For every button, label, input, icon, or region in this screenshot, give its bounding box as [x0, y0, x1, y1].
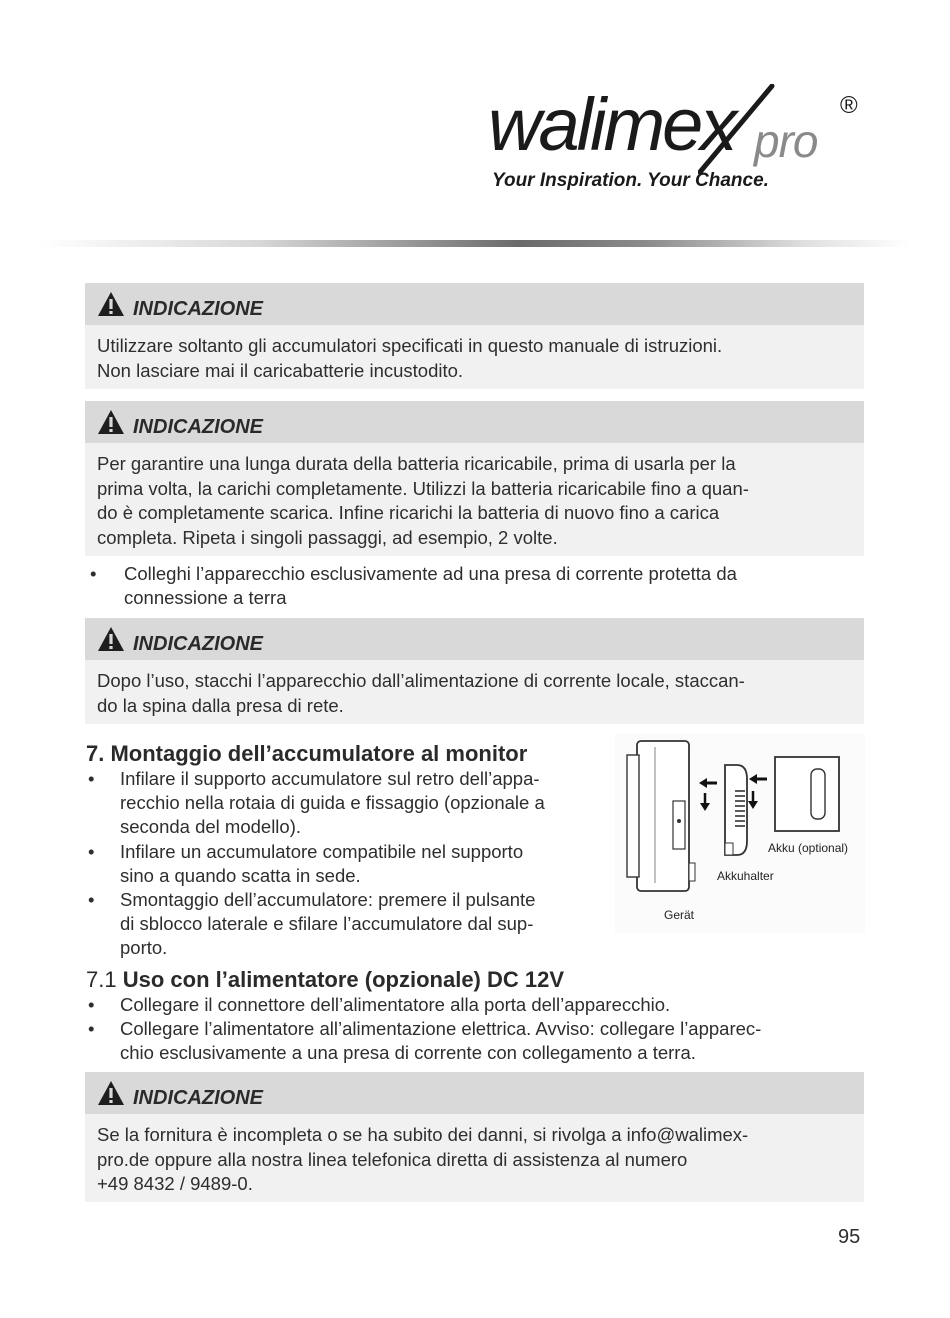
list-item-text [120, 1017, 761, 1065]
note-header [85, 1072, 864, 1114]
battery-holder-illustration [725, 765, 747, 855]
note-line: Se la fornitura è incompleta o se ha subito dei danni, si rivolga a info@walimex- [97, 1124, 749, 1145]
bullet-dot: • [88, 994, 95, 1015]
note-line: Per garantire una lunga durata della batteria ricaricabile, prima di usarla per la [97, 453, 736, 474]
note-line: prima volta, la carichi completamente. Utilizzi la batteria ricaricabile fino a quan- [97, 477, 749, 499]
list-item-line: chio esclusivamente a una presa di corrente con collegamento a terra. [120, 1042, 696, 1063]
list-item [88, 767, 608, 839]
warning-icon [97, 291, 125, 317]
warning-icon [97, 626, 125, 652]
bullet-dot: • [90, 563, 97, 584]
diagram-label-akkuhalter: Akkuhalter [717, 869, 774, 883]
bullet-dot: • [88, 1018, 95, 1039]
logo-wordmark: walimex [488, 83, 735, 166]
list-item [90, 562, 860, 612]
list-item-line: seconda del modello). [120, 816, 301, 837]
list-item-text [120, 840, 523, 888]
note-header [85, 283, 864, 325]
bullet-dot: • [88, 889, 95, 910]
warning-icon [97, 1080, 125, 1106]
note-header [85, 401, 864, 443]
list-item [88, 888, 608, 960]
note-title: INDICAZIONE [133, 632, 263, 655]
note-body [85, 1114, 864, 1202]
logo-pro: pro [754, 115, 818, 167]
device-illustration [627, 741, 695, 891]
note-line: pro.de oppure alla nostra linea telefonica diretta di assistenza al numero [97, 1148, 688, 1170]
page-number: 95 [838, 1226, 861, 1248]
note-line: Utilizzare soltanto gli accumulatori specificati in questo manuale di istruzioni. [97, 335, 723, 356]
note-title: INDICAZIONE [133, 1086, 263, 1109]
list-item-line: Collegare il connettore dell’alimentatore alla porta dell’apparecchio. [120, 994, 671, 1015]
list-item-line: recchio nella rotaia di guida e fissaggio (opzionale a [120, 792, 545, 813]
note-line: do è completamente scarica. Infine ricarichi la batteria di nuovo fino a carica [97, 502, 720, 523]
list-item-text [120, 993, 670, 1017]
list-item [88, 1017, 864, 1065]
section-number: 7.1 [86, 967, 117, 992]
list-item-line: connessione a terra [124, 587, 287, 608]
section-heading-text: Uso con l’alimentatore (opzionale) DC 12V [122, 967, 565, 992]
note-line: Dopo l’uso, stacchi l’apparecchio dall’alimentazione di corrente locale, staccan- [97, 670, 745, 691]
note-box [85, 618, 864, 724]
note-body [85, 660, 864, 724]
note-title: INDICAZIONE [133, 415, 263, 438]
list-item-line: Collegare l’alimentatore all’alimentazione elettrica. Avviso: collegare l’apparec- [120, 1018, 762, 1039]
list-item-line: Smontaggio dell’accumulatore: premere il pulsante [120, 889, 536, 910]
battery-mount-diagram [615, 733, 865, 933]
diagram-label-geraet: Gerät [664, 908, 695, 922]
tagline: Your Inspiration. Your Chance. [492, 170, 769, 191]
note-line: completa. Ripeta i singoli passaggi, ad esempio, 2 volte. [97, 526, 558, 548]
list-item-line: Infilare un accumulatore compatibile nel supporto [120, 841, 524, 862]
list-item-line: Infilare il supporto accumulatore sul retro dell’appa- [120, 768, 540, 789]
bullet-dot: • [88, 768, 95, 789]
list-item-line: Colleghi l’apparecchio esclusivamente ad una presa di corrente protetta da [124, 563, 737, 584]
section-heading: 7. Montaggio dell’accumulatore al monitor [86, 741, 528, 766]
note-box [85, 401, 864, 556]
bullet-dot: • [88, 841, 95, 862]
note-line: +49 8432 / 9489-0. [97, 1173, 253, 1194]
list-item-line: sino a quando scatta in sede. [120, 865, 361, 886]
list-item-line: di sblocco laterale e sfilare l’accumulatore dal sup- [120, 913, 534, 934]
warning-icon [97, 409, 125, 435]
section-heading [86, 967, 564, 993]
note-body [85, 443, 864, 556]
list-item [88, 993, 864, 1017]
note-line: do la spina dalla presa di rete. [97, 694, 344, 716]
list-item-line: porto. [120, 937, 168, 958]
diagram-label-akku: Akku (optional) [768, 841, 849, 855]
header-divider [40, 240, 910, 247]
list-item-text [124, 562, 737, 610]
note-line: Non lasciare mai il caricabatterie incustodito. [97, 359, 464, 381]
note-body [85, 325, 864, 389]
note-box [85, 1072, 864, 1202]
list-item [88, 840, 608, 888]
registered-mark: ® [840, 92, 858, 119]
list-item-text [120, 767, 545, 839]
note-title: INDICAZIONE [133, 297, 263, 320]
note-box [85, 283, 864, 389]
note-header [85, 618, 864, 660]
list-item-text [120, 888, 535, 960]
battery-illustration [775, 757, 839, 831]
